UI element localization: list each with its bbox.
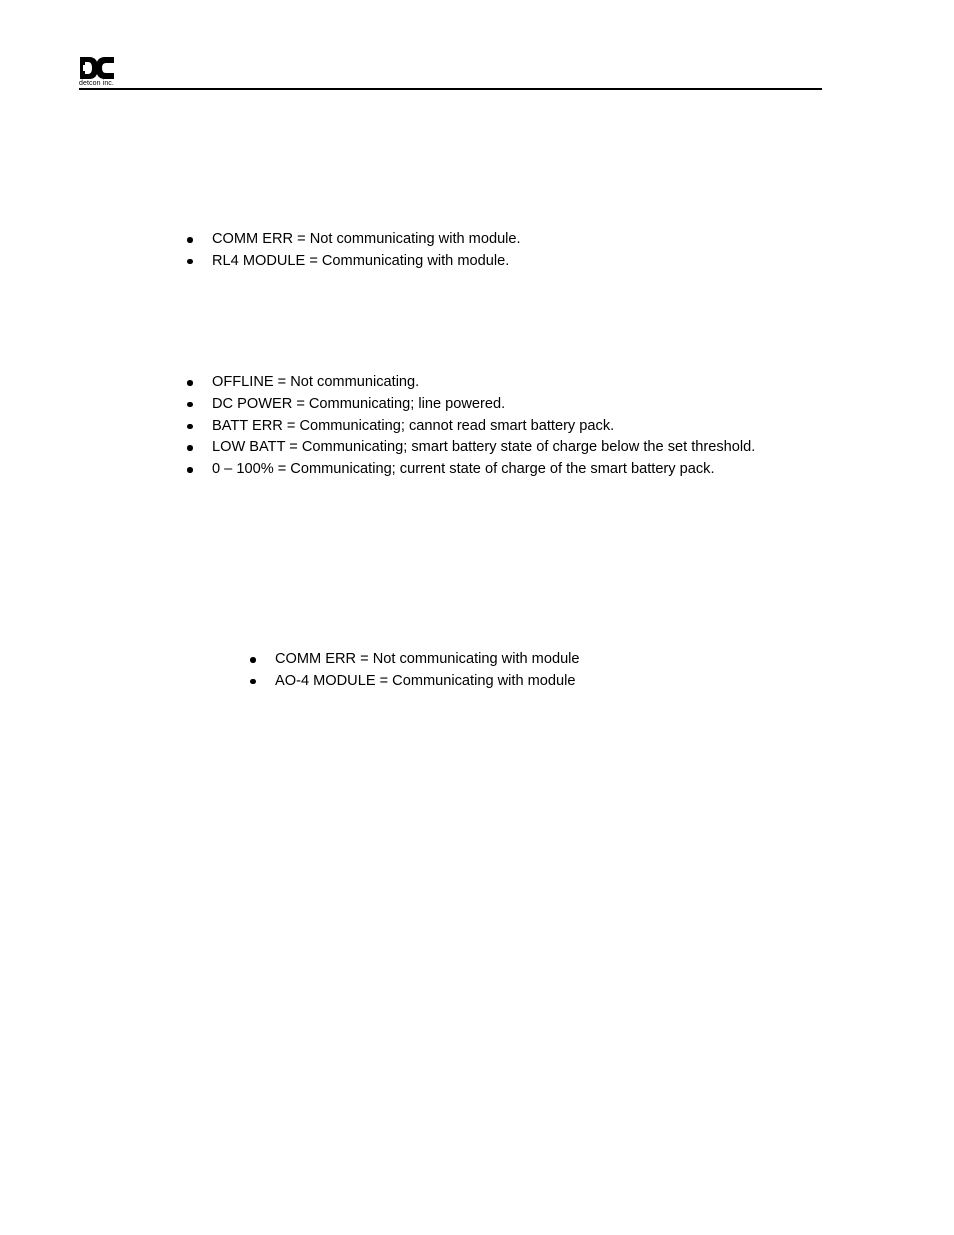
list-item-text: AO-4 MODULE = Communicating with module: [275, 672, 576, 689]
list-item: [212, 459, 755, 481]
bullet-icon: [187, 402, 193, 408]
page-header: [79, 56, 822, 90]
list-item-text: DC POWER = Communicating; line powered.: [212, 395, 506, 412]
list-item-text: BATT ERR = Communicating; cannot read smart battery pack.: [212, 417, 615, 434]
bullet-icon: [250, 657, 256, 663]
header-rule: [79, 88, 822, 90]
list-item-text: COMM ERR = Not communicating with module.: [212, 231, 521, 247]
detcon-logo: [79, 56, 119, 88]
rl4-status-list: [212, 229, 521, 273]
bullet-icon: [250, 679, 256, 685]
list-item: [212, 437, 755, 459]
list-item: [212, 394, 755, 416]
list-item: [212, 251, 521, 273]
list-item-text: OFFLINE = Not communicating.: [212, 374, 420, 390]
list-item-text: COMM ERR = Not communicating with module: [275, 651, 580, 667]
list-item-text: RL4 MODULE = Communicating with module.: [212, 252, 510, 269]
battery-status-list: [212, 372, 755, 481]
list-item: [275, 649, 580, 671]
list-item: [212, 229, 521, 251]
list-item-text: LOW BATT = Communicating; smart battery state of charge below the set threshold.: [212, 439, 756, 456]
list-item: [212, 416, 755, 438]
logo-wordmark: detcon inc.: [79, 80, 114, 87]
bullet-icon: [187, 259, 193, 265]
bullet-icon: [187, 237, 193, 243]
detcon-logo-icon: [79, 56, 115, 80]
list-item: [212, 372, 755, 394]
bullet-icon: [187, 380, 193, 386]
bullet-icon: [187, 467, 193, 473]
ao4-status-list: [275, 649, 580, 693]
bullet-icon: [187, 424, 193, 430]
list-item-text: 0 – 100% = Communicating; current state of charge of the smart battery pack.: [212, 461, 715, 478]
list-item: [275, 671, 580, 693]
bullet-icon: [187, 445, 193, 451]
